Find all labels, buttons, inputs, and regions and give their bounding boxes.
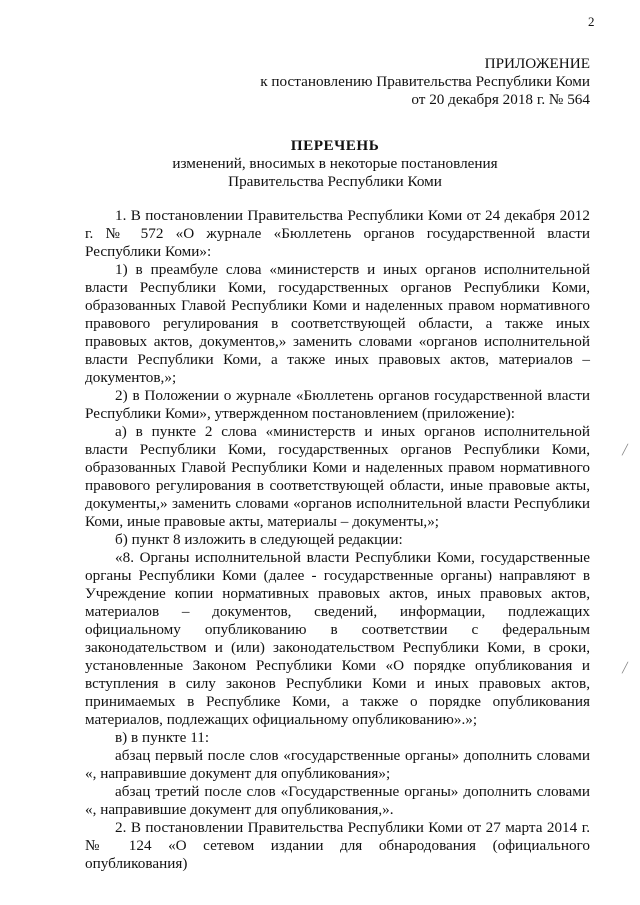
page-number: 2	[588, 14, 595, 29]
document-subtitle-line-1: изменений, вносимых в некоторые постановления	[172, 155, 498, 172]
paragraph-1-2-v: в) в пункте 11:	[115, 729, 210, 746]
paragraph-1-2-b: б) пункт 8 изложить в следующей редакции:	[115, 531, 403, 548]
document-subtitle-line-2: Правительства Республики Коми	[228, 173, 442, 190]
paragraph-abzac-3: абзац третий после слов «Государственные органы» дополнить словами «, направившие документ для опубликования,».	[85, 783, 590, 818]
appendix-reference: к постановлению Правительства Республики Коми	[260, 73, 590, 90]
paragraph-2: 2. В постановлении Правительства Республики Коми от 27 марта 2014 г. № 124 «О сетевом издании для обнародования (официального опубликования)	[85, 819, 590, 872]
document-title-block	[0, 137, 640, 191]
paragraph-abzac-1: абзац первый после слов «государственные органы» дополнить словами «, направившие документ для опубликования»;	[85, 747, 590, 782]
document-title: ПЕРЕЧЕНЬ	[290, 137, 380, 154]
appendix-label: ПРИЛОЖЕНИЕ	[484, 55, 590, 72]
scan-mark: ╱	[622, 445, 629, 456]
paragraph-1-2: 2) в Положении о журнале «Бюллетень органов государственной власти Республики Коми», утвержденном постановлением (приложение):	[85, 387, 590, 422]
appendix-date: от 20 декабря 2018 г. № 564	[411, 91, 590, 108]
appendix-header	[260, 55, 590, 109]
paragraph-1-1: 1) в преамбуле слова «министерств и иных органов исполнительной власти Республики Коми, государственных органов Республики Коми, образованных Главой Республики Коми и наделенных правом нормативного правового регулирования в соответствующей области, а также иных правовых актов, документов,» заменить словами «органов исполнительной власти Республики Коми, а также иных правовых актов, материалов – документов,»;	[85, 261, 590, 386]
scan-mark: ╱	[622, 663, 629, 674]
paragraph-1: 1. В постановлении Правительства Республики Коми от 24 декабря 2012 г. № 572 «О журнале «Бюллетень органов государственной власти Республики Коми»:	[85, 207, 590, 260]
paragraph-1-2-a: а) в пункте 2 слова «министерств и иных органов исполнительной власти Республики Коми, государственных органов Республики Коми, образованных Главой Республики Коми и наделенных правом нормативного правового регулирования в соответствующей области, иные правовые акты, документы,» заменить словами «органов исполнительной власти Республики Коми, иные правовые акты, материалы – документы,»;	[85, 423, 590, 530]
document-body	[85, 207, 590, 873]
paragraph-point-8: «8. Органы исполнительной власти Республики Коми, государственные органы Республики Коми (далее - государственные органы) направляют в Учреждение копии нормативных правовых актов, иных правовых актов, материалов – документов, сведений, информации, подлежащих официальному опубликованию в соответствии с федеральным законодательством и (или) законодательством Республики Коми, в сроки, установленные Законом Республики Коми «О порядке опубликования и вступления в силу законов Республики Коми и иных правовых актов, принимаемых в Республике Коми, а также о порядке опубликования материалов, подлежащих официальному опубликованию».»;	[85, 549, 590, 728]
